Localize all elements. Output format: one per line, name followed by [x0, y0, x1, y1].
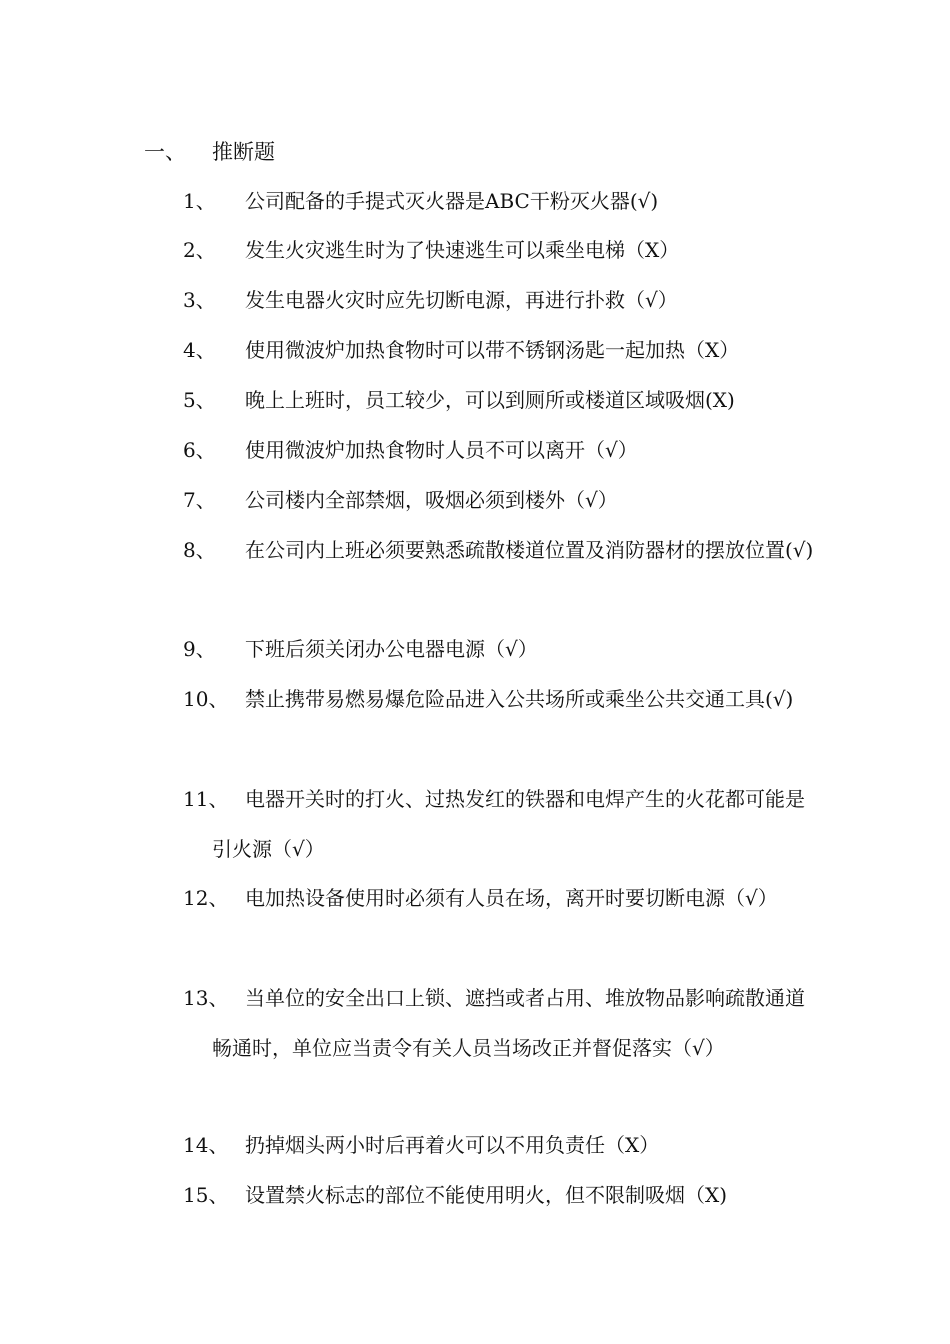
item-number: 13、: [183, 986, 229, 1010]
list-item: [183, 774, 823, 874]
list-item: [183, 973, 823, 1073]
item-text: 发生电器火灾时应先切断电源，再进行扑救（√）: [245, 288, 678, 312]
item-number: 2、: [183, 238, 216, 262]
item-text: 下班后须关闭办公电器电源（√）: [245, 637, 538, 661]
section-heading: [144, 136, 275, 168]
item-text: 电加热设备使用时必须有人员在场，离开时要切断电源（√）: [245, 886, 778, 910]
item-text: 公司楼内全部禁烟，吸烟必须到楼外（√）: [245, 488, 618, 512]
item-text: 在公司内上班必须要熟悉疏散楼道位置及消防器材的摆放位置(√): [245, 538, 814, 562]
item-text: 设置禁火标志的部位不能使用明火，但不限制吸烟（X): [245, 1183, 728, 1207]
list-item: [183, 624, 823, 674]
list-item: [183, 475, 823, 525]
list-item: [183, 1120, 823, 1170]
item-text: 禁止携带易燃易爆危险品进入公共场所或乘坐公共交通工具(√): [245, 687, 794, 711]
item-number: 8、: [183, 538, 216, 562]
item-number: 14、: [183, 1133, 229, 1157]
list-item: [183, 873, 823, 923]
item-text: 电器开关时的打火、过热发红的铁器和电焊产生的火花都可能是引火源（√）: [212, 787, 805, 861]
item-text: 发生火灾逃生时为了快速逃生可以乘坐电梯（X）: [245, 238, 680, 262]
list-item: [183, 325, 823, 375]
list-item: [183, 425, 823, 475]
list-item: [183, 525, 823, 575]
item-number: 11、: [183, 787, 229, 811]
item-text: 使用微波炉加热食物时可以带不锈钢汤匙一起加热（X）: [245, 338, 740, 362]
item-text: 公司配备的手提式灭火器是ABC干粉灭火器(√): [245, 189, 659, 213]
item-number: 7、: [183, 488, 216, 512]
list-item: [183, 275, 823, 325]
item-number: 15、: [183, 1183, 229, 1207]
item-number: 4、: [183, 338, 216, 362]
item-number: 12、: [183, 886, 229, 910]
list-item: [183, 375, 823, 425]
item-text: 当单位的安全出口上锁、遮挡或者占用、堆放物品影响疏散通道畅通时，单位应当责令有关人员当场改正并督促落实（√）: [212, 986, 805, 1060]
item-number: 6、: [183, 438, 216, 462]
section-title: 推断题: [212, 140, 275, 164]
item-text: 使用微波炉加热食物时人员不可以离开（√）: [245, 438, 638, 462]
list-item: [183, 225, 823, 275]
item-number: 1、: [183, 189, 216, 213]
section-number: 一、: [144, 140, 186, 164]
list-item: [183, 1170, 823, 1220]
item-number: 10、: [183, 687, 229, 711]
list-item: [183, 176, 823, 226]
item-number: 5、: [183, 388, 216, 412]
item-number: 3、: [183, 288, 216, 312]
item-text: 晚上上班时，员工较少，可以到厕所或楼道区域吸烟(X): [245, 388, 735, 412]
list-item: [183, 674, 823, 724]
item-text: 扔掉烟头两小时后再着火可以不用负责任（X）: [245, 1133, 660, 1157]
item-number: 9、: [183, 637, 216, 661]
